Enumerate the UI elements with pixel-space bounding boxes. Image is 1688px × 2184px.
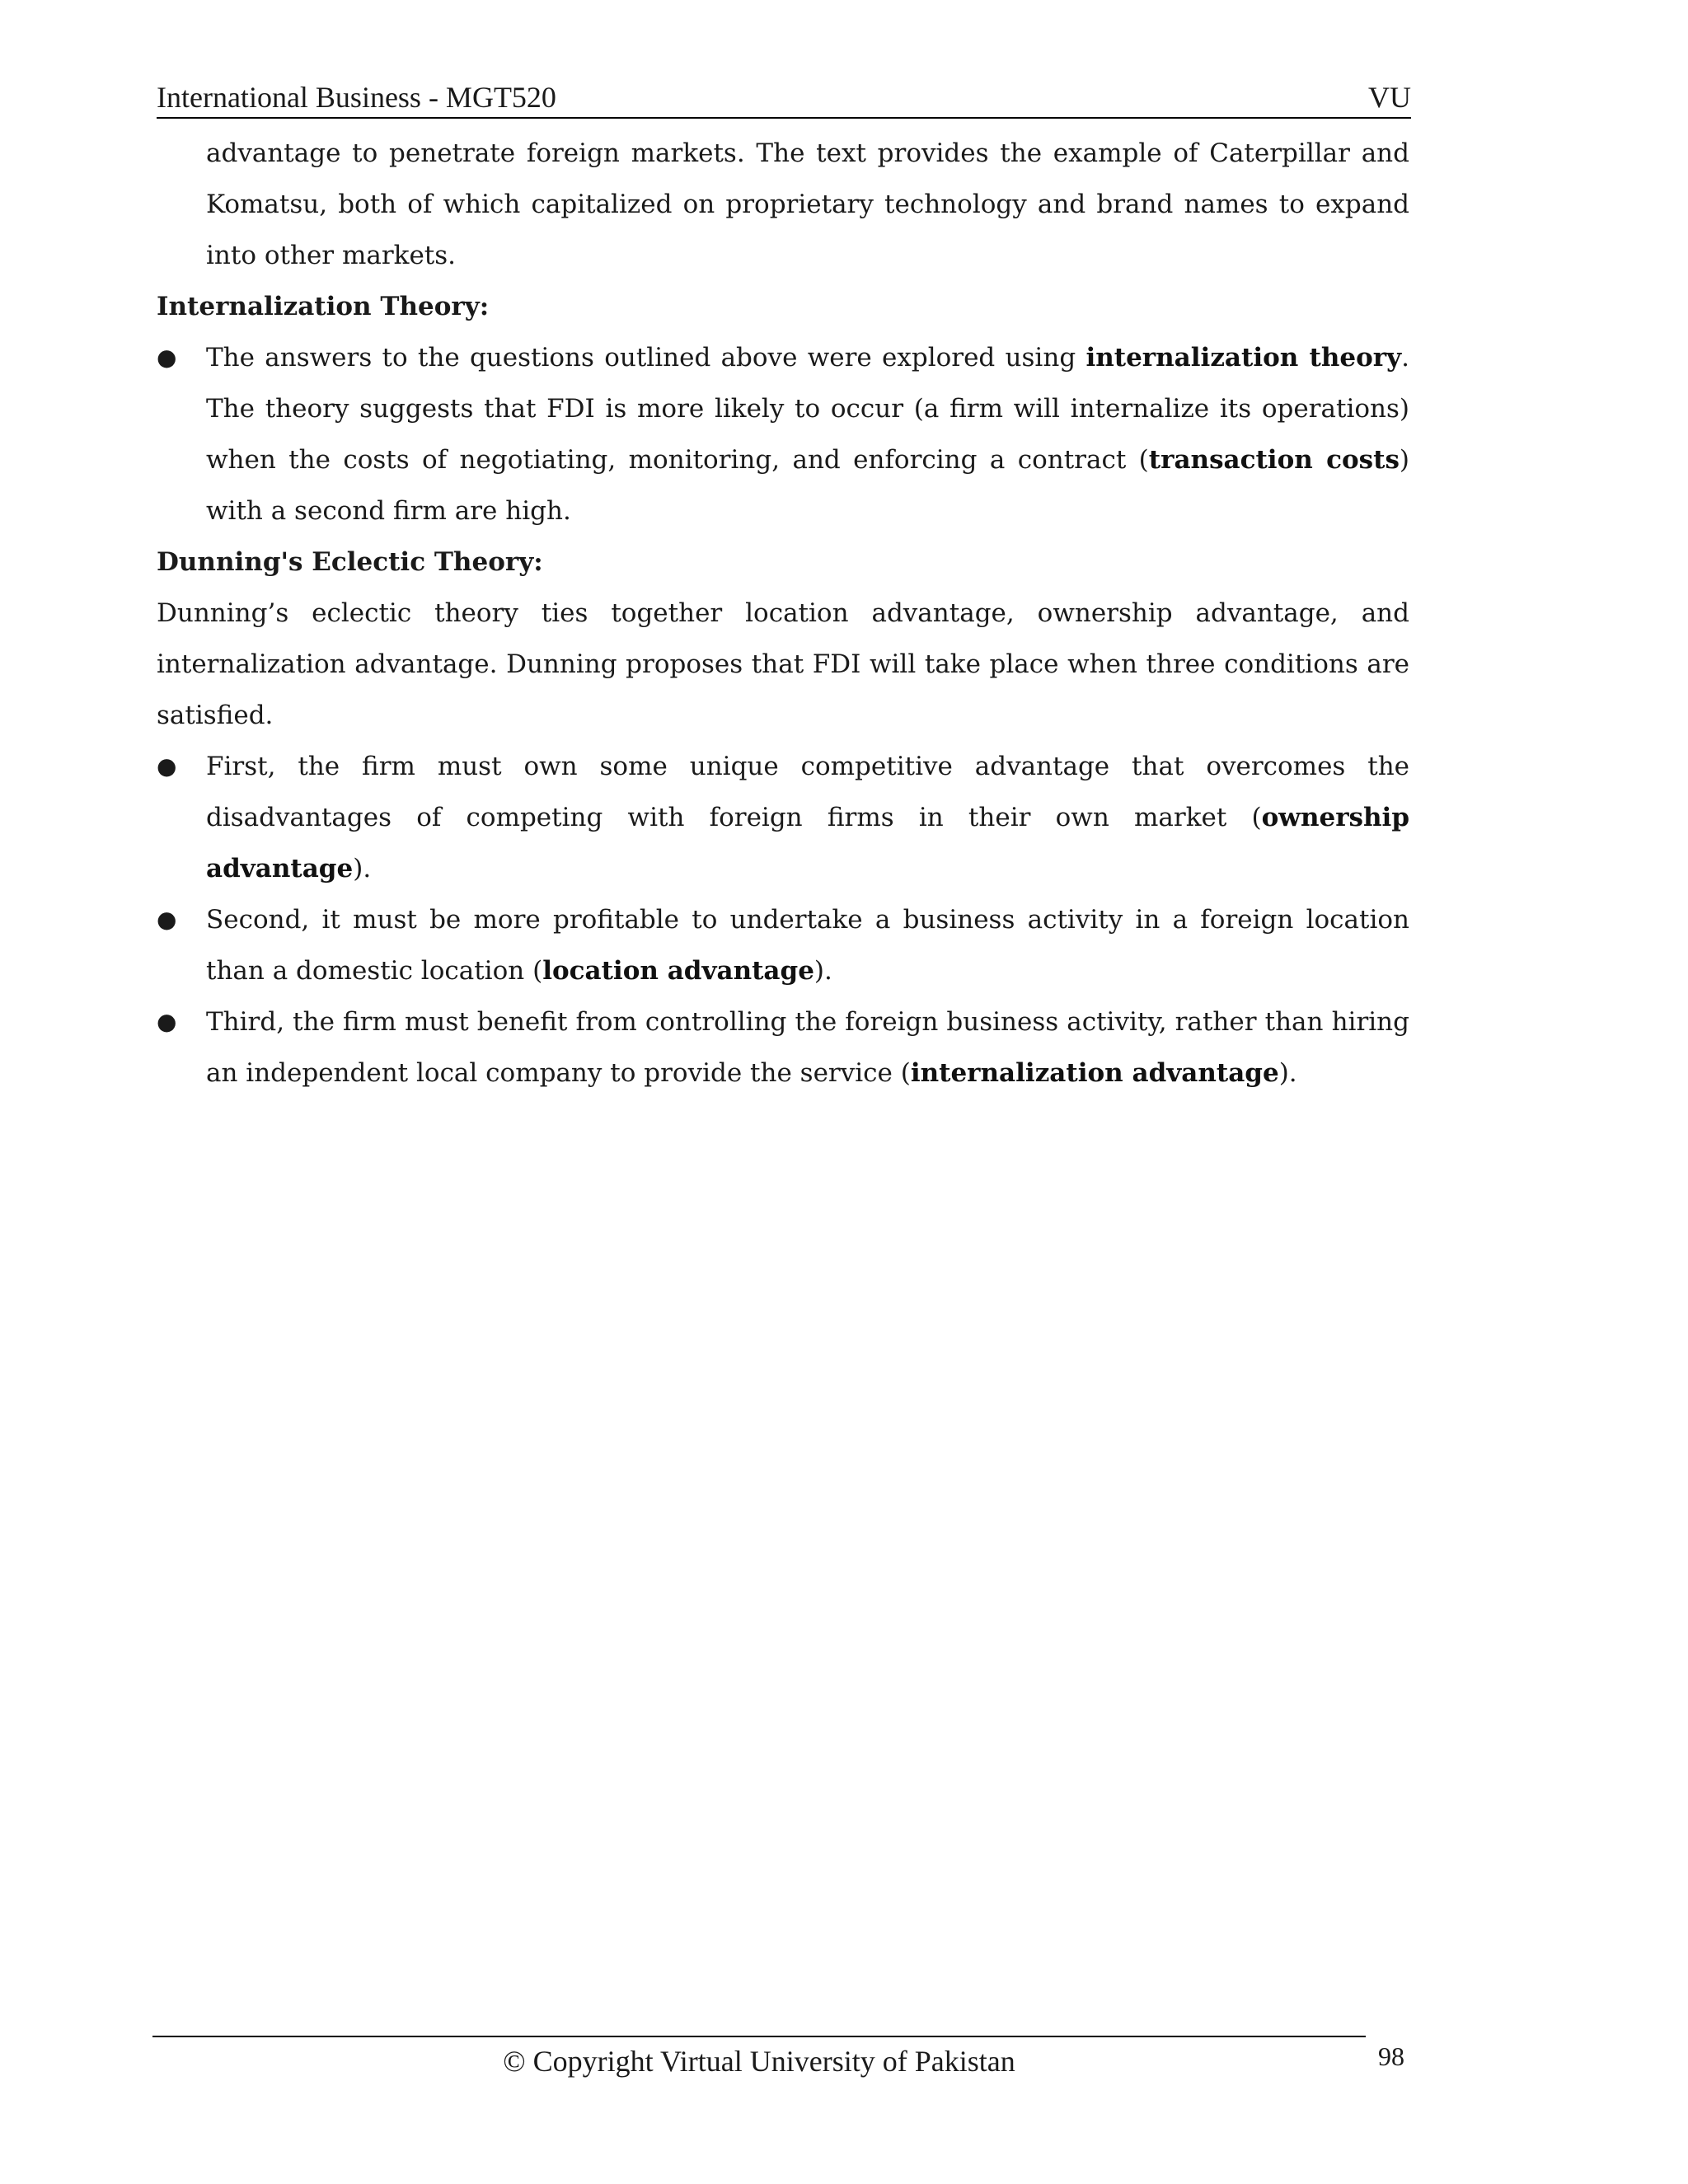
list-item <box>157 996 1409 1099</box>
list-item <box>157 894 1409 996</box>
bullet-text: ). <box>814 956 832 986</box>
copyright-notice: © Copyright Virtual University of Pakistan <box>503 2045 1015 2078</box>
bold-term: location advantage <box>542 956 814 986</box>
list-item <box>157 741 1409 894</box>
bullet-text: Third, the firm must benefit from controlling the foreign business activity, rather than hiring an independent local company to provide the service ( <box>206 1007 1409 1088</box>
page-number: 98 <box>1378 2041 1404 2071</box>
bold-term: transaction costs <box>1148 445 1400 475</box>
bullet-icon: ● <box>157 752 177 780</box>
bold-term: internalization advantage <box>910 1058 1279 1088</box>
bullet-icon: ● <box>157 1008 177 1035</box>
bullet-icon: ● <box>157 906 177 933</box>
dunning-heading: Dunning's Eclectic Theory: <box>157 547 543 577</box>
bullet-text: . The theory suggests that FDI is more likely to occur (a firm will internalize its operations) when the costs of negotiating, monitoring, and enforcing a contract ( <box>206 343 1410 475</box>
bullet-text: ). <box>1278 1058 1297 1088</box>
bullet-text: ) with a second firm are high. <box>206 445 1410 526</box>
bullet-text: The answers to the questions outlined above were explored using <box>206 343 1086 373</box>
course-title: International Business - MGT520 <box>157 81 556 114</box>
bold-term: ownership advantage <box>206 803 1409 883</box>
bullet-text: ). <box>353 854 372 883</box>
page-content <box>157 128 1409 1099</box>
bullet-text: First, the firm must own some unique competitive advantage that overcomes the disadvantages of competing with foreign firms in their own market ( <box>206 752 1409 832</box>
bullet-text: Second, it must be more profitable to undertake a business activity in a foreign location than a domestic location ( <box>206 905 1409 986</box>
list-item <box>157 332 1409 537</box>
intro-paragraph: advantage to penetrate foreign markets. The text provides the example of Caterpillar and Komatsu, both of which capitalized on proprietary technology and brand names to expand into other markets. <box>206 138 1409 270</box>
dunning-paragraph: Dunning’s eclectic theory ties together location advantage, ownership advantage, and internalization advantage. Dunning proposes that FDI will take place when three conditions are satisfied. <box>157 598 1409 730</box>
footer-divider <box>152 2036 1366 2037</box>
institution-abbrev: VU <box>1368 81 1411 114</box>
bullet-icon: ● <box>157 344 177 371</box>
bold-term: internalization theory <box>1085 343 1402 373</box>
internalization-heading: Internalization Theory: <box>157 292 490 321</box>
page-header <box>157 76 1411 119</box>
